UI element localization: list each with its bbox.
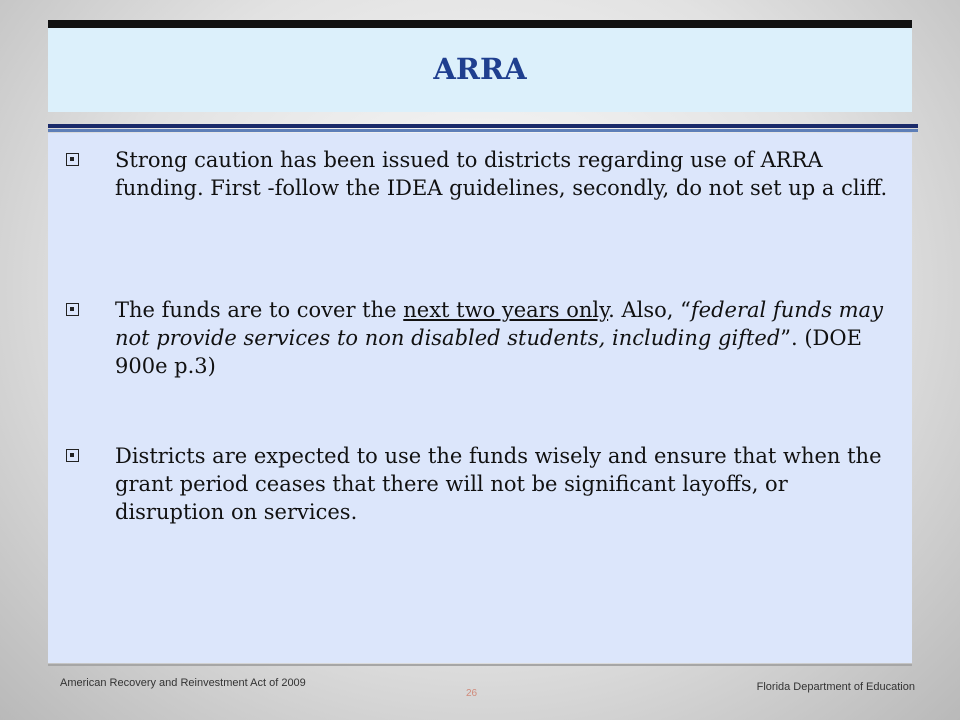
bullet-text-part: . Also, “ [608, 298, 691, 322]
bullet-text: Districts are expected to use the funds wisely and ensure that when the grant period ceases that there will not be significant layoffs, or disruption on services. [115, 444, 882, 524]
checkbox-bullet-icon [66, 303, 79, 316]
top-accent-bar [48, 20, 912, 28]
checkbox-bullet-icon [66, 449, 79, 462]
bullet-text: Strong caution has been issued to districts regarding use of ARRA funding. First -follow the IDEA guidelines, secondly, do not set up a cliff. [115, 148, 888, 200]
bullet-text-quote: federal funds may not provide services to non disabled students, including gifted [115, 298, 883, 350]
slide-title: ARRA [433, 52, 527, 86]
page-number: 26 [466, 688, 478, 699]
bullet-text [115, 296, 895, 380]
footer-divider [48, 664, 912, 666]
title-separator [48, 124, 918, 128]
bullet-item-3 [66, 442, 886, 526]
title-separator-light [48, 129, 918, 132]
footer-right-text: Florida Department of Education [756, 681, 915, 693]
content-area [48, 133, 912, 663]
bullet-text-part: The funds are to cover the [115, 298, 404, 322]
bullet-item-2 [66, 296, 886, 380]
checkbox-bullet-icon [66, 153, 79, 166]
footer-left-text: American Recovery and Reinvestment Act of 2009 [60, 677, 306, 689]
bullet-item-1 [66, 146, 886, 202]
bullet-text-underlined: next two years only [403, 298, 609, 322]
bullet-text-part: ”. (DOE 900e p.3) [115, 326, 862, 378]
